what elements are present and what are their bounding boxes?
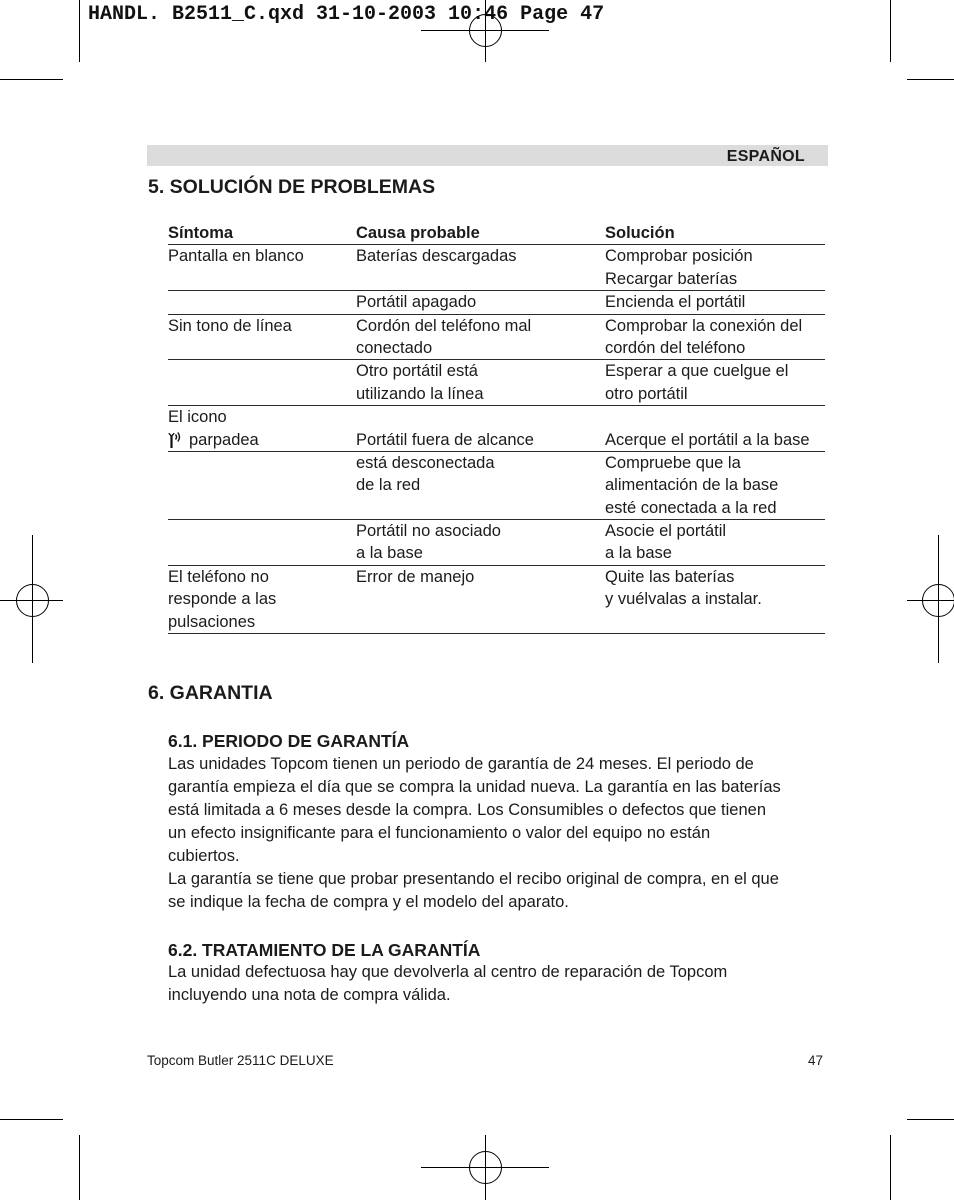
symptom-cell	[168, 315, 356, 360]
cell-line: Baterías descargadas	[356, 247, 517, 266]
table-row	[168, 406, 825, 452]
symptom-cell	[168, 406, 356, 451]
cell-line: está desconectada	[356, 453, 495, 472]
cell-line: Recargar baterías	[605, 269, 738, 288]
cell-line: Esperar a que cuelgue el	[605, 362, 789, 381]
solution-cell	[605, 452, 825, 519]
solution-cell	[605, 291, 825, 313]
symptom-cell	[168, 566, 356, 633]
table-row	[168, 291, 825, 314]
cell-line: Portátil apagado	[356, 293, 477, 312]
paragraph-line: se indique la fecha de compra y el modelo del aparato.	[168, 893, 569, 911]
cell-line: El icono	[168, 408, 227, 427]
cell-line: alimentación de la base	[605, 476, 779, 495]
cell-line: Otro portátil está	[356, 362, 478, 381]
print-slug: HANDL. B2511_C.qxd 31-10-2003 10:46 Page 47	[88, 3, 605, 26]
cause-cell	[356, 520, 605, 565]
cell-line: cordón del teléfono	[605, 338, 746, 357]
cell-line: responde a las	[168, 590, 277, 609]
solution-cell	[605, 520, 825, 565]
registration-mark-bottom	[421, 1135, 549, 1200]
cell-line: Compruebe que la	[605, 453, 741, 472]
solution-cell	[605, 245, 825, 290]
cell-line: El teléfono no	[168, 567, 269, 586]
section-title-warranty: 6. GARANTIA	[148, 682, 273, 704]
cause-cell	[356, 566, 605, 633]
crop-mark-top-left	[0, 0, 80, 80]
solution-cell	[605, 566, 825, 633]
subsection-title-warranty-handling: 6.2. TRATAMIENTO DE LA GARANTÍA	[168, 940, 481, 960]
column-header-symptom: Síntoma	[168, 224, 234, 242]
cell-line: Cordón del teléfono mal	[356, 316, 532, 335]
cell-line: a la base	[605, 544, 672, 563]
column-header-solution: Solución	[605, 224, 675, 242]
paragraph-line: garantía empieza el día que se compra la unidad nueva. La garantía en las baterías	[168, 778, 781, 796]
cell-line: otro portátil	[605, 384, 688, 403]
cell-line: Quite las baterías	[605, 567, 735, 586]
table-row	[168, 360, 825, 406]
cell-line: pulsaciones	[168, 612, 256, 631]
cell-line: Comprobar la conexión del	[605, 316, 803, 335]
cell-line: Comprobar posición	[605, 247, 753, 266]
cell-line: Encienda el portátil	[605, 293, 746, 312]
solution-cell	[605, 360, 825, 405]
table-row	[168, 315, 825, 361]
paragraph-line: Las unidades Topcom tienen un periodo de garantía de 24 meses. El periodo de	[168, 755, 754, 773]
cause-cell	[356, 291, 605, 313]
paragraph-line: cubiertos.	[168, 847, 240, 865]
paragraph-line: incluyendo una nota de compra válida.	[168, 986, 451, 1004]
table-row	[168, 566, 825, 634]
warranty-period-paragraph	[168, 753, 781, 914]
language-bar	[147, 145, 828, 166]
cell-line-with-icon	[168, 429, 356, 451]
solution-cell	[605, 406, 825, 451]
crop-mark-top-right	[891, 0, 954, 80]
cell-text: parpadea	[189, 430, 259, 449]
cause-cell	[356, 360, 605, 405]
cell-line: Pantalla en blanco	[168, 247, 304, 266]
cause-cell	[356, 245, 605, 290]
troubleshooting-table	[168, 222, 825, 634]
cell-line: esté conectada a la red	[605, 498, 777, 517]
cell-line: a la base	[356, 544, 423, 563]
table-row	[168, 520, 825, 566]
table-header-row	[168, 222, 825, 245]
cell-line: Error de manejo	[356, 567, 475, 586]
cause-cell	[356, 315, 605, 360]
cause-cell	[356, 452, 605, 519]
cell-line: conectado	[356, 338, 433, 357]
solution-cell	[605, 315, 825, 360]
cell-line: Asocie el portátil	[605, 522, 727, 541]
cell-line: de la red	[356, 476, 421, 495]
symptom-cell	[168, 520, 356, 565]
cell-line: utilizando la línea	[356, 384, 484, 403]
cell-line: Acerque el portátil a la base	[605, 430, 810, 449]
table-row	[168, 245, 825, 291]
table-row	[168, 452, 825, 520]
symptom-cell	[168, 291, 356, 313]
column-header-cause: Causa probable	[356, 224, 480, 242]
registration-mark-left	[0, 535, 63, 663]
footer-product-name: Topcom Butler 2511C DELUXE	[147, 1053, 334, 1068]
registration-mark-right	[907, 535, 954, 663]
footer-page-number: 47	[807, 1053, 823, 1068]
paragraph-line: está limitada a 6 meses desde la compra. Los Consumibles o defectos que tienen	[168, 801, 767, 819]
antenna-signal-icon	[168, 431, 182, 448]
cell-line: y vuélvalas a instalar.	[605, 590, 762, 609]
crop-mark-bottom-right	[891, 1120, 954, 1200]
paragraph-line: La garantía se tiene que probar presentando el recibo original de compra, en el que	[168, 870, 779, 888]
crop-mark-bottom-left	[0, 1120, 80, 1200]
cell-line: Portátil no asociado	[356, 522, 501, 541]
cell-line: Portátil fuera de alcance	[356, 430, 534, 449]
symptom-cell	[168, 360, 356, 405]
symptom-cell	[168, 452, 356, 519]
subsection-title-warranty-period: 6.1. PERIODO DE GARANTÍA	[168, 731, 410, 751]
warranty-handling-paragraph	[168, 961, 727, 1007]
language-label: ESPAÑOL	[726, 148, 805, 165]
paragraph-line: un efecto insignificante para el funcionamiento o valor del equipo no están	[168, 824, 711, 842]
paragraph-line: La unidad defectuosa hay que devolverla al centro de reparación de Topcom	[168, 963, 728, 981]
section-title-troubleshooting: 5. SOLUCIÓN DE PROBLEMAS	[148, 176, 436, 198]
cause-cell	[356, 406, 605, 451]
symptom-cell	[168, 245, 356, 290]
cell-line: Sin tono de línea	[168, 316, 292, 335]
